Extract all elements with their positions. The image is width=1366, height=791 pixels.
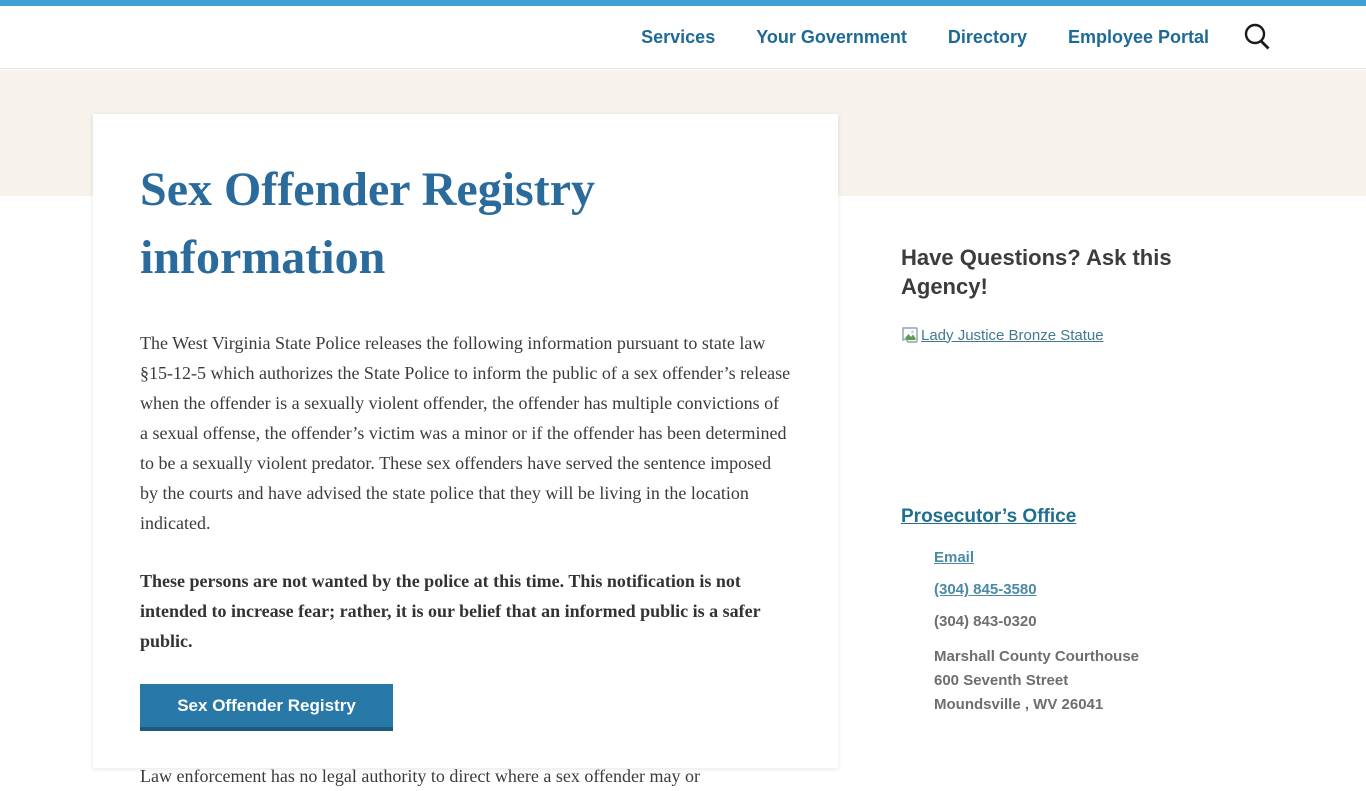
intro-paragraph: The West Virginia State Police releases the following information pursuant to state law §15-12-5 which authorizes the State Police to inform the public of a sex offender’s release when the offender is a sexually violent offender, the offender has multiple convictions of a sexual offense, the offender’s victim was a minor or if the offender has been determined to be a sexually violent predator. These sex offenders have served the sentence imposed by the courts and have advised the state police that they will be living in the location indicated.	[140, 333, 791, 533]
email-link[interactable]: Email	[934, 549, 975, 566]
main-nav	[641, 27, 1209, 48]
lady-justice-image-link[interactable]: Lady Justice Bronze Statue	[921, 326, 1104, 344]
sex-offender-registry-button[interactable]: Sex Offender Registry	[140, 684, 393, 731]
closing-paragraph: Law enforcement has no legal authority to direct where a sex offender may or	[140, 766, 700, 786]
broken-image-link-row	[901, 326, 1221, 344]
search-button[interactable]	[1242, 22, 1272, 52]
office-contacts	[901, 549, 1221, 717]
phone-link[interactable]: (304) 845-3580	[934, 581, 1037, 598]
notice-paragraph: These persons are not wanted by the police at this time. This notification is not intended to increase fear; rather, it is our belief that an informed public is a safer public.	[140, 571, 761, 651]
address-block	[934, 645, 1221, 717]
address-line-1: Marshall County Courthouse	[934, 648, 1140, 665]
nav-item-directory[interactable]: Directory	[947, 26, 1027, 47]
nav-item-your-government[interactable]: Your Government	[756, 26, 907, 47]
site-header	[0, 6, 1366, 69]
address-line-2: 600 Seventh Street	[934, 672, 1069, 689]
agency-sidebar	[901, 243, 1221, 717]
nav-item-employee-portal[interactable]: Employee Portal	[1067, 26, 1209, 47]
address-line-3: Moundsville , WV 26041	[934, 696, 1104, 713]
page-title: Sex Offender Registry information	[140, 163, 596, 284]
nav-item-services[interactable]: Services	[641, 26, 716, 47]
broken-image-icon	[901, 326, 919, 344]
sidebar-heading: Have Questions? Ask this Agency!	[901, 245, 1172, 299]
article-card	[93, 114, 838, 786]
secondary-phone: (304) 843-0320	[934, 613, 1037, 630]
prosecutors-office-link[interactable]: Prosecutor’s Office	[901, 506, 1077, 527]
search-icon	[1243, 21, 1271, 54]
